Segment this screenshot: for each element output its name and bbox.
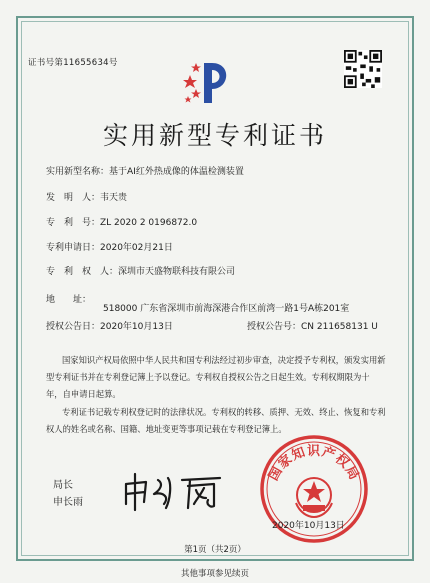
patent-number-row	[46, 217, 197, 229]
filing-date-label: 专利申请日：	[46, 243, 101, 253]
qr-code-icon	[344, 50, 382, 88]
announcement-number-label: 授权公告号：	[247, 322, 302, 332]
filing-date-row	[46, 242, 173, 254]
inventor-row	[46, 192, 127, 204]
grant-statement-paragraph: 国家知识产权局依照中华人民共和国专利法经过初步审查，决定授予专利权，颁发实用新型专利证书并在专利登记簿上予以登记。专利权自授权公告之日起生效。专利权期限为十年，自申请日起算。	[46, 355, 386, 399]
grant-date-value: 2020年10月13日	[100, 322, 173, 332]
bureau-name: 申长雨	[53, 497, 83, 508]
patent-number-value: ZL 2020 2 0196872.0	[100, 218, 198, 228]
patent-number-label: 专 利 号：	[46, 218, 101, 228]
seal-date: 2020年10月13日	[272, 521, 345, 531]
address-label: 地 址：	[46, 295, 92, 305]
utility-model-name-value: 基于AI红外热成像的体温检测装置	[109, 167, 244, 177]
address-label-row	[46, 294, 91, 306]
document-title: 实用新型专利证书	[102, 121, 327, 150]
utility-model-name-row	[46, 166, 244, 178]
bureau-block	[53, 477, 83, 511]
bureau-title: 局长	[53, 480, 73, 491]
inventor-label: 发 明 人：	[46, 193, 101, 203]
announcement-number-row	[247, 321, 378, 333]
patentee-row	[46, 266, 235, 278]
grant-date-row	[46, 321, 173, 333]
certificate-number: 证书号第11655634号	[28, 58, 118, 68]
footer-note: 其他事项参见续页	[180, 569, 249, 579]
address-value: 518000 广东省深圳市前海深港合作区前湾一路1号A栋201室	[103, 304, 350, 314]
announcement-number-value: CN 211658131 U	[301, 322, 378, 332]
utility-model-name-label: 实用新型名称：	[46, 167, 110, 177]
patentee-value: 深圳市天盛物联科技有限公司	[118, 267, 236, 277]
patentee-label: 专 利 权 人：	[46, 267, 119, 277]
director-signature-icon	[120, 470, 230, 512]
patent-office-logo-icon	[182, 53, 236, 109]
grant-date-label: 授权公告日：	[46, 322, 101, 332]
page-indicator: 第1页（共2页）	[184, 545, 246, 555]
legal-status-paragraph: 专利证书记载专利权登记时的法律状况。专利权的转移、质押、无效、终止、恢复和专利权人的姓名或名称、国籍、地址变更等事项记载在专利登记簿上。	[46, 407, 386, 434]
seal-text: 国家知识产权局	[266, 444, 362, 484]
inventor-value: 韦天贵	[100, 193, 128, 203]
filing-date-value: 2020年02月21日	[100, 243, 173, 253]
